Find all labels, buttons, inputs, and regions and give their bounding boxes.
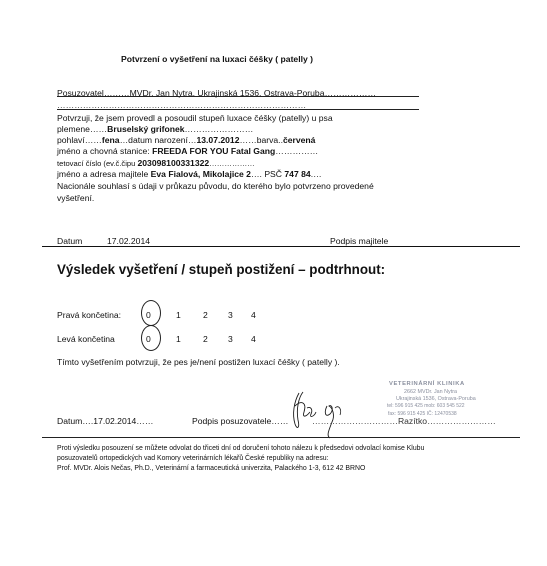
- clinic-stamp-line-3: tel: 596 915 425 mob: 603 545 522: [387, 403, 465, 409]
- grade-left-1: 1: [176, 334, 181, 344]
- chip-tail: ………………: [209, 159, 255, 168]
- examiner-underline: [57, 96, 419, 97]
- grade-right-4: 4: [251, 310, 256, 320]
- date-value: 17.02.2014: [107, 236, 151, 246]
- name-tail: ……………: [275, 146, 319, 156]
- owner-tail: .…: [310, 169, 322, 179]
- examiner-underline-2: [57, 109, 419, 110]
- examiner-continuation: ……………………………………………………………………………: [57, 100, 307, 110]
- footer-date: Datum….17.02.2014……: [57, 416, 154, 426]
- grade-right-1: 1: [176, 310, 181, 320]
- grade-left-3: 3: [228, 334, 233, 344]
- appeal-line-1: Proti výsledku posouzení se můžete odvolat do třiceti dní od doručení tohoto nálezu k předsedovi odvolací komise Klubu: [57, 445, 425, 452]
- chip-line: [57, 158, 255, 168]
- clinic-stamp-line-2: Ukrajinská 1536, Ostrava-Poruba: [396, 396, 476, 402]
- left-limb-label: Levá končetina: [57, 334, 115, 344]
- examiner-signature: [285, 384, 355, 440]
- examiner-label: Posuzovatel………: [57, 88, 130, 98]
- confirm-line: Potvrzuji, že jsem provedl a posoudil stupeň luxace čéšky (patelly) u psa: [57, 113, 333, 123]
- breed-tail: ……………………: [184, 124, 254, 134]
- clinic-stamp-title: VETERINÁRNÍ KLINIKA: [389, 381, 465, 387]
- dob-value: 13.07.2012: [196, 135, 240, 145]
- name-label: jméno a chovná stanice:: [57, 146, 150, 156]
- breed-label: plemene……: [57, 124, 108, 134]
- grade-left-0: 0: [146, 334, 151, 344]
- document-title: Potvrzení o vyšetření na luxaci čéšky ( patelly ): [121, 54, 314, 64]
- owner-label: jméno a adresa majitele: [57, 169, 149, 179]
- grade-left-2: 2: [203, 334, 208, 344]
- grade-right-3: 3: [228, 310, 233, 320]
- clinic-stamp-line-4: fax: 596 915 425 IČ: 12470538: [388, 411, 457, 417]
- breed-line: [57, 124, 253, 134]
- color-label: ……barva..: [239, 135, 283, 145]
- dob-label: …datum narození…: [119, 135, 197, 145]
- breed-value: Bruselský grifonek: [107, 124, 185, 134]
- color-value: červená: [282, 135, 316, 145]
- examiner-sign-label: Podpis posuzovatele……: [192, 416, 289, 426]
- date-label: Datum: [57, 236, 83, 246]
- owner-sign-label: Podpis majitele: [330, 236, 389, 246]
- selected-grade-circle-left: [141, 325, 161, 351]
- sex-label: pohlaví……: [57, 135, 102, 145]
- results-heading: Výsledek vyšetření / stupeň postižení – podtrhnout:: [57, 262, 386, 277]
- owner-value: Eva Fialová, Mikolajice 2: [150, 169, 251, 179]
- clinic-stamp-line-1: 2662 MVDr. Jan Nytra: [404, 389, 458, 395]
- right-limb-label: Pravá končetina:: [57, 310, 122, 320]
- chip-value: 203098100331322: [137, 158, 210, 168]
- name-line: [57, 146, 318, 156]
- appeal-line-2: posuzovatelů ortopedických vad Komory veterinárních lékařů České republiky na adresu:: [57, 455, 329, 462]
- chip-label: tetovací číslo (ev.č.čipu: [57, 159, 136, 168]
- psc-value: 747 84: [284, 169, 311, 179]
- sex-value: fena: [101, 135, 120, 145]
- section-divider: [42, 246, 520, 247]
- sex-line: [57, 135, 315, 145]
- name-value: FREEDA FOR YOU Fatal Gang: [152, 146, 276, 156]
- grade-left-4: 4: [251, 334, 256, 344]
- appeal-line-3: Prof. MVDr. Alois Nečas, Ph.D., Veterinární a farmaceutická univerzita, Palackého 1-3, 612 42 BRNO: [57, 465, 366, 472]
- footer-divider: [42, 437, 520, 438]
- nationale-text: Nacionále souhlasí s údaji v průkazu původu, do kterého bylo potvrzeno provedené: [57, 181, 374, 191]
- examiner-value: MVDr. Jan Nytra, Ukrajinská 1536, Ostrava-Poruba………………: [129, 88, 377, 98]
- stamp-label: …………………………Razítko……………………: [312, 416, 496, 426]
- nationale-text-2: vyšetření.: [57, 193, 95, 203]
- selected-grade-circle-right: [141, 300, 161, 326]
- grade-right-0: 0: [146, 310, 151, 320]
- statement-text: Tímto vyšetřením potvrzuji, že pes je/není postižen luxací čéšky ( patelly ).: [57, 357, 340, 367]
- owner-line: [57, 169, 322, 179]
- psc-label: …. PSČ: [250, 169, 282, 179]
- grade-right-2: 2: [203, 310, 208, 320]
